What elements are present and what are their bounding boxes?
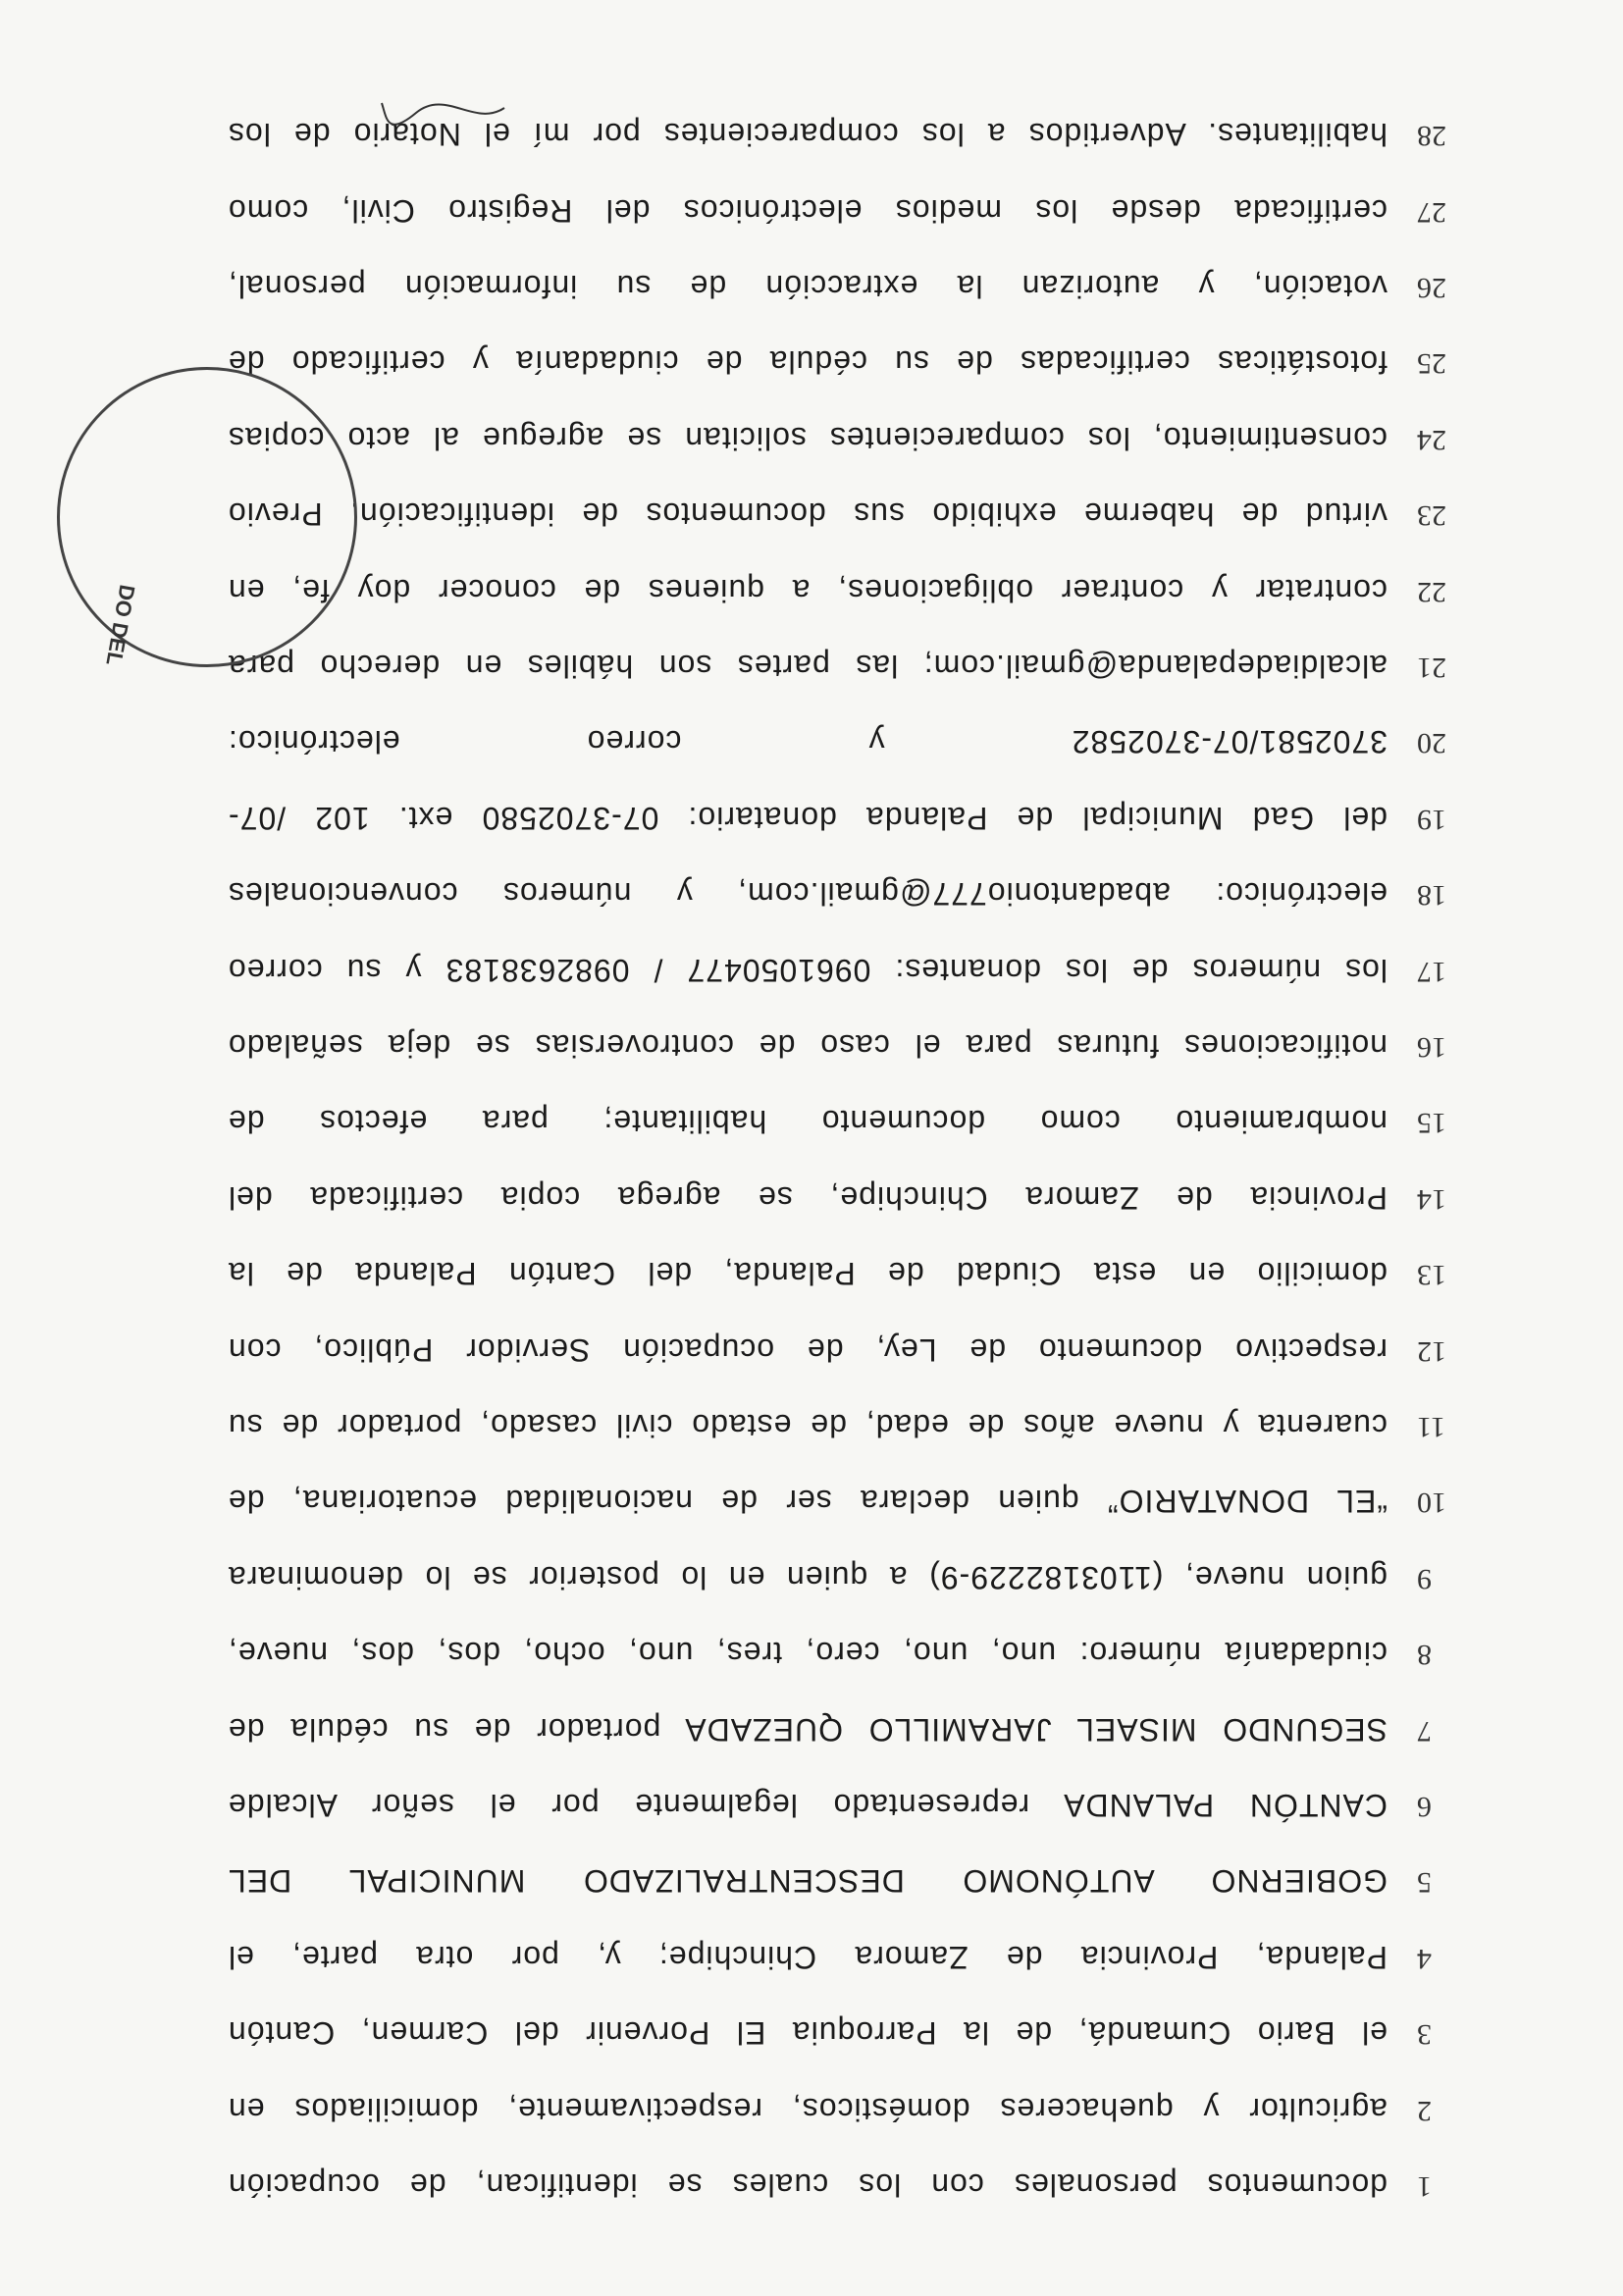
text-line [228,716,1466,759]
text-line [228,1552,1466,1595]
text-line [228,1704,1466,1748]
text-line [228,945,1466,988]
text-line [228,1476,1466,1519]
line-text: certificada desde los medios electrónicos del Registro Civil, como [228,192,1387,229]
line-number: 19 [1417,803,1446,836]
line-text: notificaciones futuras para el caso de controversias se deja señalado [228,1028,1387,1064]
text-line [228,793,1466,836]
line-number: 16 [1417,1031,1446,1064]
line-number: 8 [1417,1639,1432,1672]
text-line [228,1932,1466,1975]
line-text: cuarenta y nueve años de edad, de estado civil casado, portador de su [228,1408,1387,1443]
text-line [228,1780,1466,1823]
line-text: GOBIERNO AUTÓNOMO DESCENTRALIZADO MUNICIPAL DEL [228,1863,1387,1900]
line-text: consentimiento, los comparecientes solicitan se agregue al acto copias [228,420,1387,456]
line-text: del Gad Municipal de Palanda donatario: 07-3702580 ext. 102 /07- [228,800,1387,836]
line-text: guion nueve, (1103182229-9) a quien en lo posterior se lo denominara [228,1559,1387,1595]
line-text: fotostáticas certificadas de su cédula de ciudadanía y certificado de [228,344,1387,381]
line-text: votación, y autorizan la extracción de su información personal, [228,269,1387,304]
line-text: los números de los donantes: 0961050477 / 0982638183 y su correo [228,952,1387,988]
line-number: 10 [1417,1487,1446,1520]
line-text: agricultor y quehaceres domésticos, respectivamente, domiciliados en [228,2091,1387,2127]
line-number: 22 [1417,575,1446,608]
text-line [228,1248,1466,1291]
line-number: 17 [1417,955,1446,988]
line-number: 21 [1417,652,1446,684]
line-text: habilitantes. Advertidos a los comparecientes por mí el Notario de los [228,117,1387,153]
line-text: SEGUNDO MISAEL JARAMILLO QUEZADA portador de su cédula de [228,1711,1387,1748]
line-number: 26 [1417,272,1446,304]
line-number: 11 [1417,1411,1445,1443]
line-number: 25 [1417,347,1446,381]
line-text: contratar y contraer obligaciones, a quienes de conocer doy fe, en [228,572,1387,608]
line-text: “EL DONATARIO” quien declara ser de nacionalidad ecuatoriana, de [228,1484,1387,1520]
line-number: 1 [1417,2170,1432,2203]
text-line [228,2160,1466,2203]
signature-mark [377,78,514,137]
text-line [228,1400,1466,1443]
line-number: 5 [1417,1866,1432,1900]
text-line [228,1628,1466,1671]
line-text: el Bario Cumandá, de la Parroquia El Porvenir del Carmen, Cantón [228,2015,1387,2052]
text-line [228,185,1466,229]
text-line [228,337,1466,380]
line-number: 18 [1417,879,1446,913]
line-number: 4 [1417,1942,1432,1975]
text-line [228,1325,1466,1368]
line-text: alcaldiadepalanda@gmail.com; las partes son hábiles en derecho para [228,649,1387,684]
line-text: Palanda, Provincia de Zamora Chinchipe; y, por otra parte, el [228,1939,1387,1975]
line-number: 15 [1417,1107,1446,1140]
line-number: 13 [1417,1259,1446,1292]
line-number: 14 [1417,1182,1446,1216]
line-number: 6 [1417,1791,1432,1823]
text-line [228,2008,1466,2051]
line-text: respectivo documento de Ley, de ocupación Servidor Público, con [228,1331,1387,1368]
line-text: nombramiento como documento habilitante; para efectos de [228,1104,1387,1140]
line-text: electrónico: abadantonio777@gmail.com, y números convencionales [228,876,1387,913]
text-line [228,1020,1466,1064]
line-number: 24 [1417,423,1446,456]
line-text: documentos personales con los cuales se identifican, de ocupación [228,2167,1387,2203]
line-number: 9 [1417,1562,1432,1595]
text-line [228,413,1466,456]
line-number: 7 [1417,1714,1432,1748]
line-number: 12 [1417,1334,1446,1368]
text-line [228,489,1466,532]
line-number: 20 [1417,727,1446,760]
line-number: 28 [1417,120,1446,153]
line-number: 3 [1417,2018,1432,2052]
notary-seal [57,367,357,667]
text-line [228,1855,1466,1899]
text-line [228,1096,1466,1139]
line-number: 2 [1417,2094,1432,2127]
text-line [228,565,1466,608]
text-line [228,261,1466,304]
text-line [228,641,1466,684]
line-text: Provincia de Zamora Chinchipe, se agrega copia certificada del [228,1179,1387,1216]
text-line [228,868,1466,912]
line-text: virtud de haberme exhibido sus documentos de identificación. Previo [228,496,1387,533]
text-line [228,2084,1466,2127]
seal-text: DO DEL [101,582,140,668]
line-number: 27 [1417,195,1446,229]
text-line [228,1173,1466,1216]
line-text: domicilio en esta Ciudad de Palanda, del Cantón Palanda de la [228,1256,1387,1292]
line-text: 3702581/07-3702582 y correo electrónico: [228,724,1387,760]
line-text: ciudadanía número: uno, uno, cero, tres, uno, ocho, dos, dos, nueve, [228,1636,1387,1672]
line-text: CANTÓN PALANDA representado legalmente por el señor Alcalde [228,1788,1387,1823]
line-number: 23 [1417,499,1446,533]
